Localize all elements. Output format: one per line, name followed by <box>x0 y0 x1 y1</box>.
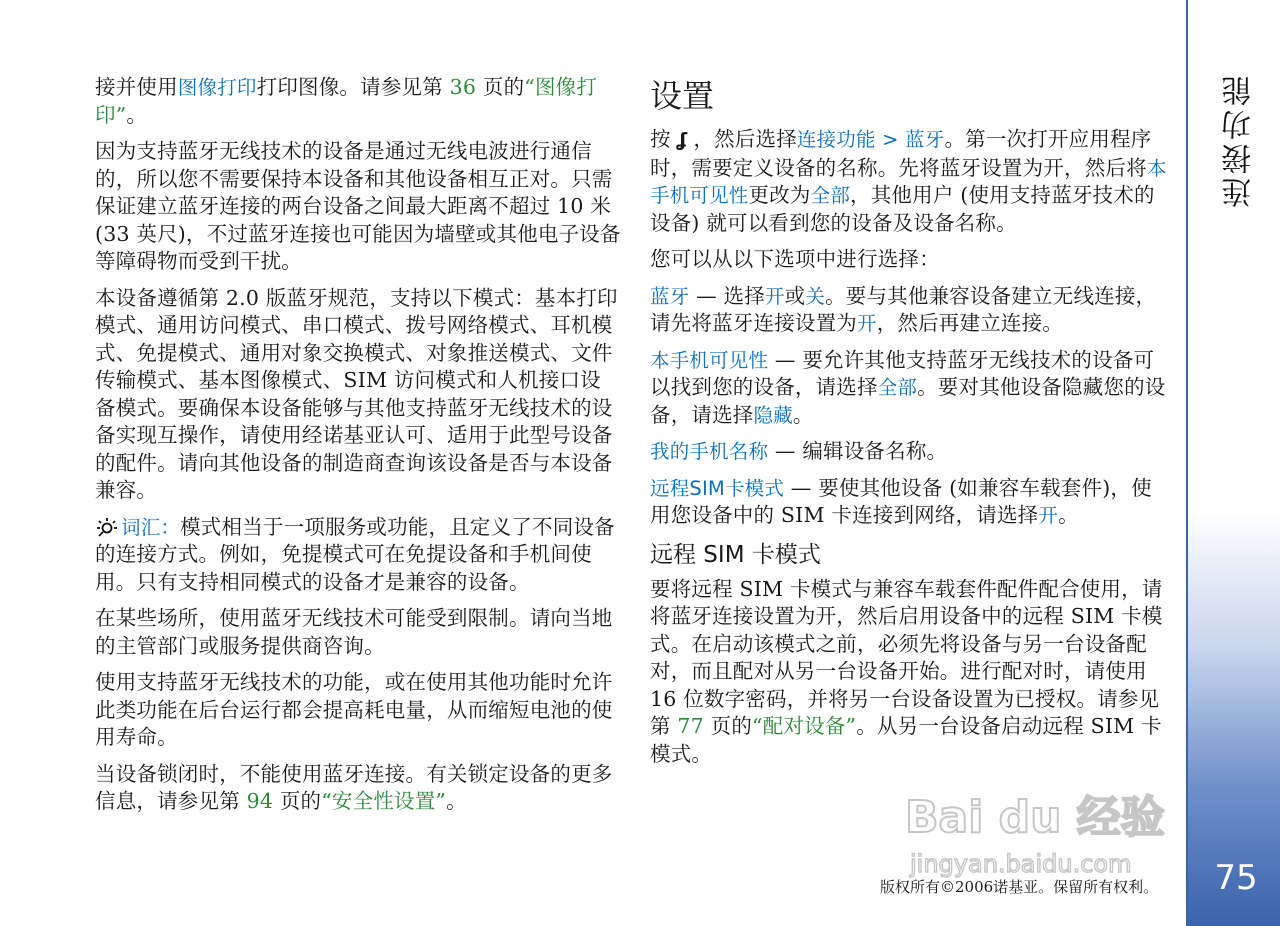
paragraph-restrictions: 在某些场所，使用蓝牙无线技术可能受到限制。请向当地的主管部门或服务提供商咨询。 <box>95 606 613 658</box>
text: ，然后再建立连接。 <box>876 311 1064 335</box>
subheading-remote-sim: 远程 SIM 卡模式 <box>650 541 821 568</box>
option-term[interactable]: 我的手机名称 <box>650 440 769 463</box>
paragraph-choose: 您可以从以下选项中进行选择： <box>650 247 940 271</box>
paragraph-image-print <box>95 74 621 129</box>
text: 页的 <box>703 714 753 738</box>
option-term[interactable]: 本手机可见性 <box>650 348 769 372</box>
value-hidden[interactable]: 隐藏 <box>753 403 793 427</box>
text: 当设备锁闭时，不能使用蓝牙连接。有关锁定设备的更多信息，请参见第 <box>95 761 613 813</box>
paragraph-intro <box>650 126 1172 237</box>
left-column <box>95 74 621 825</box>
link-visibility[interactable]: 本手机可见性 <box>650 156 1167 207</box>
tip-glossary <box>95 514 621 597</box>
text: 要将远程 SIM 卡模式与兼容车载套件配件配合使用，请将蓝牙连接设置为开，然后启用设备中的远程 SIM 卡模式。在启动该模式之前，必须先将设备与另一台设备配对，而且配对从另一台设备开始。进行配对时，请使用 16 位数字密码，并将另一台设备设置为已授权。请参见第 <box>650 576 1163 738</box>
menu-key-icon: ʆ <box>676 129 688 151</box>
copyright-notice: 版权所有©2006诺基亚。保留所有权利。 <box>880 878 1159 896</box>
text: 。 <box>126 102 148 127</box>
cross-reference[interactable]: “图像打印” <box>95 75 598 127</box>
text: ，其他用户 (使用支持蓝牙技术的设备) 就可以看到您的设备及设备名称。 <box>650 183 1155 235</box>
option-term[interactable]: 远程SIM卡模式 <box>650 476 785 500</box>
value-on[interactable]: 开 <box>857 312 877 335</box>
text: 。从另一台设备启动远程 SIM 卡模式。 <box>650 714 1162 766</box>
link-connectivity[interactable]: 连接功能 <box>796 128 876 151</box>
text: 页的 <box>476 75 525 99</box>
paragraph-battery: 使用支持蓝牙无线技术的功能，或在使用其他功能时允许此类功能在后台运行都会提高耗电量，从而缩短电池的使用寿命。 <box>95 670 613 749</box>
watermark-url: jingyan.baidu.com <box>910 850 1132 878</box>
text: 。 <box>446 789 467 813</box>
paragraph-radio-waves: 因为支持蓝牙无线技术的设备是通过无线电波进行通信的，所以您不需要保持本设备和其他设备相互正对。只需保证建立蓝牙连接的两台设备之间最大距离不超过 10 米 (33 英尺)，不过蓝牙连接也可能因为墙壁或其他电子设备等障碍物而受到干扰。 <box>95 139 621 273</box>
page-ref-number[interactable]: 36 <box>449 75 477 99</box>
page-ref-number[interactable]: 94 <box>246 789 274 813</box>
text: 。要与其他兼容设备建立无线连接，请先将蓝牙连接设置为 <box>650 283 1157 335</box>
sun-bulb-icon <box>95 517 117 537</box>
value-all[interactable]: 全部 <box>877 376 918 399</box>
menu-separator: > <box>875 128 906 151</box>
heading-settings: 设置 <box>650 77 715 115</box>
text: 。第一次打开应用程序时，需要定义设备的名称。先将蓝牙设置为开，然后将 <box>650 127 1152 180</box>
text: 页的 <box>273 789 322 813</box>
right-column <box>650 74 1172 777</box>
text: — 要允许其他支持蓝牙无线技术的设备可以找到您的设备，请选择 <box>650 347 1155 399</box>
value-on[interactable]: 开 <box>764 284 785 308</box>
text: 接并使用 <box>95 75 178 99</box>
page-ref-number[interactable]: 77 <box>677 714 704 738</box>
value-on[interactable]: 开 <box>1038 504 1059 527</box>
link-image-print[interactable]: 图像打印 <box>177 76 257 99</box>
text: 更改为 <box>748 183 811 207</box>
text: 。要对其他设备隐藏您的设备，请选择 <box>650 375 1166 427</box>
text: 。 <box>792 402 814 427</box>
paragraph-remote-sim <box>650 576 1172 769</box>
paragraph-profiles: 本设备遵循第 2.0 版蓝牙规范，支持以下模式：基本打印模式、通用访问模式、串口模式、拨号网络模式、耳机模式、免提模式、通用对象交换模式、对象推送模式、文件传输模式、基本图像模式、SIM 访问模式和人机接口设备模式。要确保本设备能够与其他支持蓝牙无线技术的设备实现互操作，请使用经诺基亚认可、适用于此型号设备的配件。请向其他设备的制造商查询该设备是否与本设备兼容。 <box>95 285 618 502</box>
baidu-watermark-logo <box>885 770 1185 890</box>
text: — 编辑设备名称。 <box>768 439 948 463</box>
option-bluetooth <box>650 283 1172 338</box>
text: 或 <box>784 283 806 308</box>
paragraph-lock <box>95 761 621 816</box>
tip-label: 词汇： <box>121 515 181 539</box>
cross-reference[interactable]: “安全性设置” <box>321 789 447 813</box>
text: 。 <box>1058 503 1079 527</box>
text: 打印图像。请参见第 <box>256 75 450 99</box>
text: — 选择 <box>689 283 765 308</box>
text: ，然后选择 <box>693 127 797 151</box>
text: — 要使其他设备 (如兼容车载套件)，使用您设备中的 SIM 卡连接到网络，请选择 <box>650 475 1152 527</box>
option-visibility <box>650 347 1172 430</box>
cross-reference[interactable]: “配对设备” <box>752 714 857 738</box>
option-phone-name <box>650 438 1172 466</box>
section-title: 连接功能 <box>1222 72 1257 208</box>
option-term[interactable]: 蓝牙 <box>650 284 690 308</box>
watermark-text: Bai du 经验 <box>905 792 1165 843</box>
option-remote-sim <box>650 475 1172 530</box>
value-off[interactable]: 关 <box>805 284 826 308</box>
link-bluetooth[interactable]: 蓝牙 <box>905 128 945 151</box>
link-all[interactable]: 全部 <box>810 184 851 207</box>
text: 按 <box>650 127 671 151</box>
page-number: 75 <box>1214 858 1258 898</box>
tip-text: 模式相当于一项服务或功能，且定义了不同设备的连接方式。例如，免提模式可在免提设备和手机间使用。只有支持相同模式的设备才是兼容的设备。 <box>95 514 615 594</box>
